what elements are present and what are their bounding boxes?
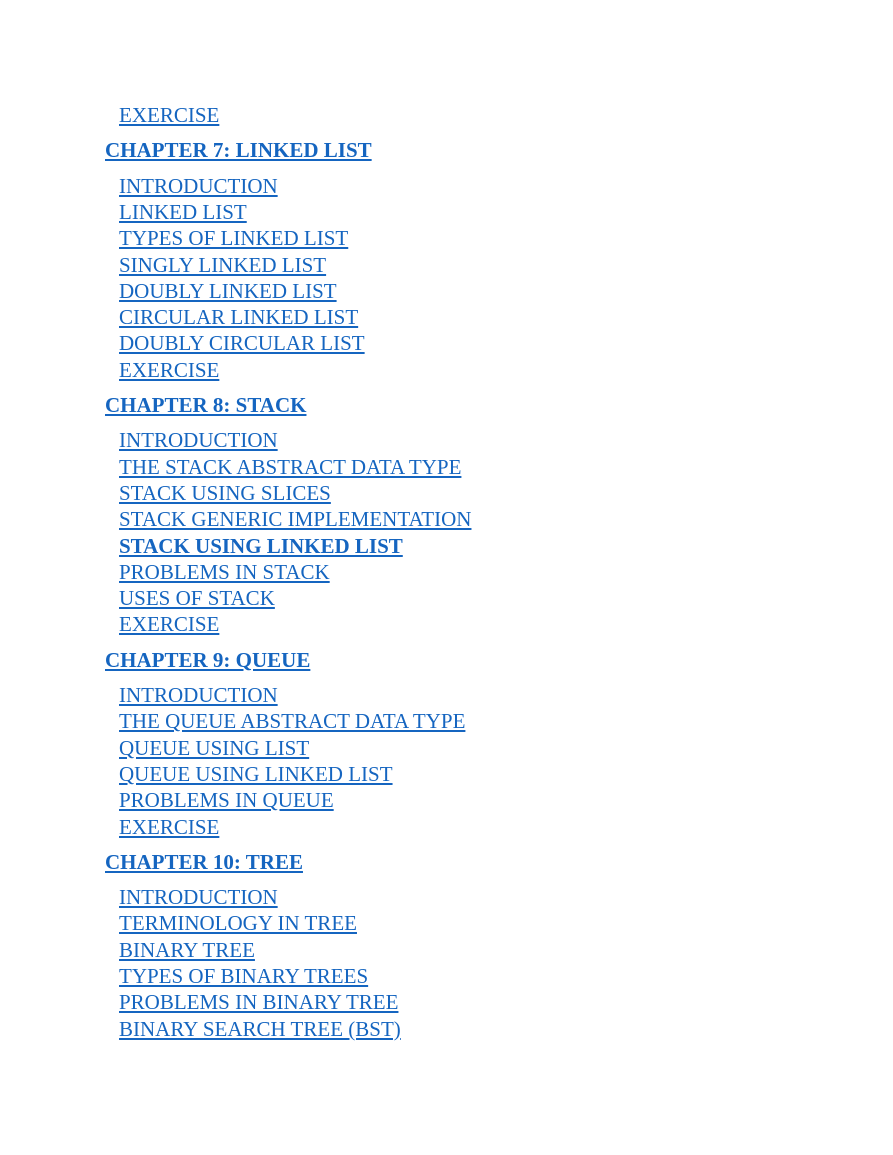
toc-item-stack-using-linked-list[interactable]: STACK USING LINKED LIST [119,533,403,558]
toc-item-the-queue-abstract-data-type[interactable]: THE QUEUE ABSTRACT DATA TYPE [119,709,466,734]
chapter-9-heading[interactable]: CHAPTER 9: QUEUE [105,647,311,672]
toc-item-stack-using-slices[interactable]: STACK USING SLICES [119,480,331,505]
toc-item-the-stack-abstract-data-type[interactable]: THE STACK ABSTRACT DATA TYPE [119,454,462,479]
chapter-8-heading[interactable]: CHAPTER 8: STACK [105,393,307,417]
toc-item-introduction[interactable]: INTRODUCTION [119,885,278,910]
toc-item-exercise[interactable]: EXERCISE [119,612,220,637]
toc-item-queue-using-linked-list[interactable]: QUEUE USING LINKED LIST [119,761,393,786]
toc-item-singly-linked-list[interactable]: SINGLY LINKED LIST [119,252,327,277]
toc-item-problems-in-stack[interactable]: PROBLEMS IN STACK [119,559,330,584]
toc-item-doubly-linked-list[interactable]: DOUBLY LINKED LIST [119,278,337,303]
toc-item-exercise[interactable]: EXERCISE [119,814,220,839]
toc-item-stack-generic-implementation[interactable]: STACK GENERIC IMPLEMENTATION [119,507,472,532]
toc-item-problems-in-queue[interactable]: PROBLEMS IN QUEUE [119,788,334,813]
toc-item-introduction[interactable]: INTRODUCTION [119,173,278,198]
toc-item-introduction[interactable]: INTRODUCTION [119,683,278,707]
toc-item-exercise[interactable]: EXERCISE [119,357,220,382]
toc-item-uses-of-stack[interactable]: USES OF STACK [119,586,275,611]
chapter-10-heading[interactable]: CHAPTER 10: TREE [105,849,303,874]
toc-item-linked-list[interactable]: LINKED LIST [119,199,247,224]
toc-item-queue-using-list[interactable]: QUEUE USING LIST [119,735,310,760]
toc-item-terminology-in-tree[interactable]: TERMINOLOGY IN TREE [119,911,357,936]
toc-item-problems-in-binary-tree[interactable]: PROBLEMS IN BINARY TREE [119,990,399,1015]
toc-item-circular-linked-list[interactable]: CIRCULAR LINKED LIST [119,305,359,330]
toc-item-binary-search-tree-bst[interactable]: BINARY SEARCH TREE (BST) [119,1016,401,1041]
toc-item-binary-tree[interactable]: BINARY TREE [119,937,255,962]
toc-item-doubly-circular-list[interactable]: DOUBLY CIRCULAR LIST [119,331,365,356]
chapter-7-heading[interactable]: CHAPTER 7: LINKED LIST [105,138,372,163]
toc-item-introduction[interactable]: INTRODUCTION [119,428,278,453]
toc-item-types-of-binary-trees[interactable]: TYPES OF BINARY TREES [119,964,369,988]
toc-item-types-of-linked-list[interactable]: TYPES OF LINKED LIST [119,226,349,251]
toc-item-exercise[interactable]: EXERCISE [119,103,220,127]
